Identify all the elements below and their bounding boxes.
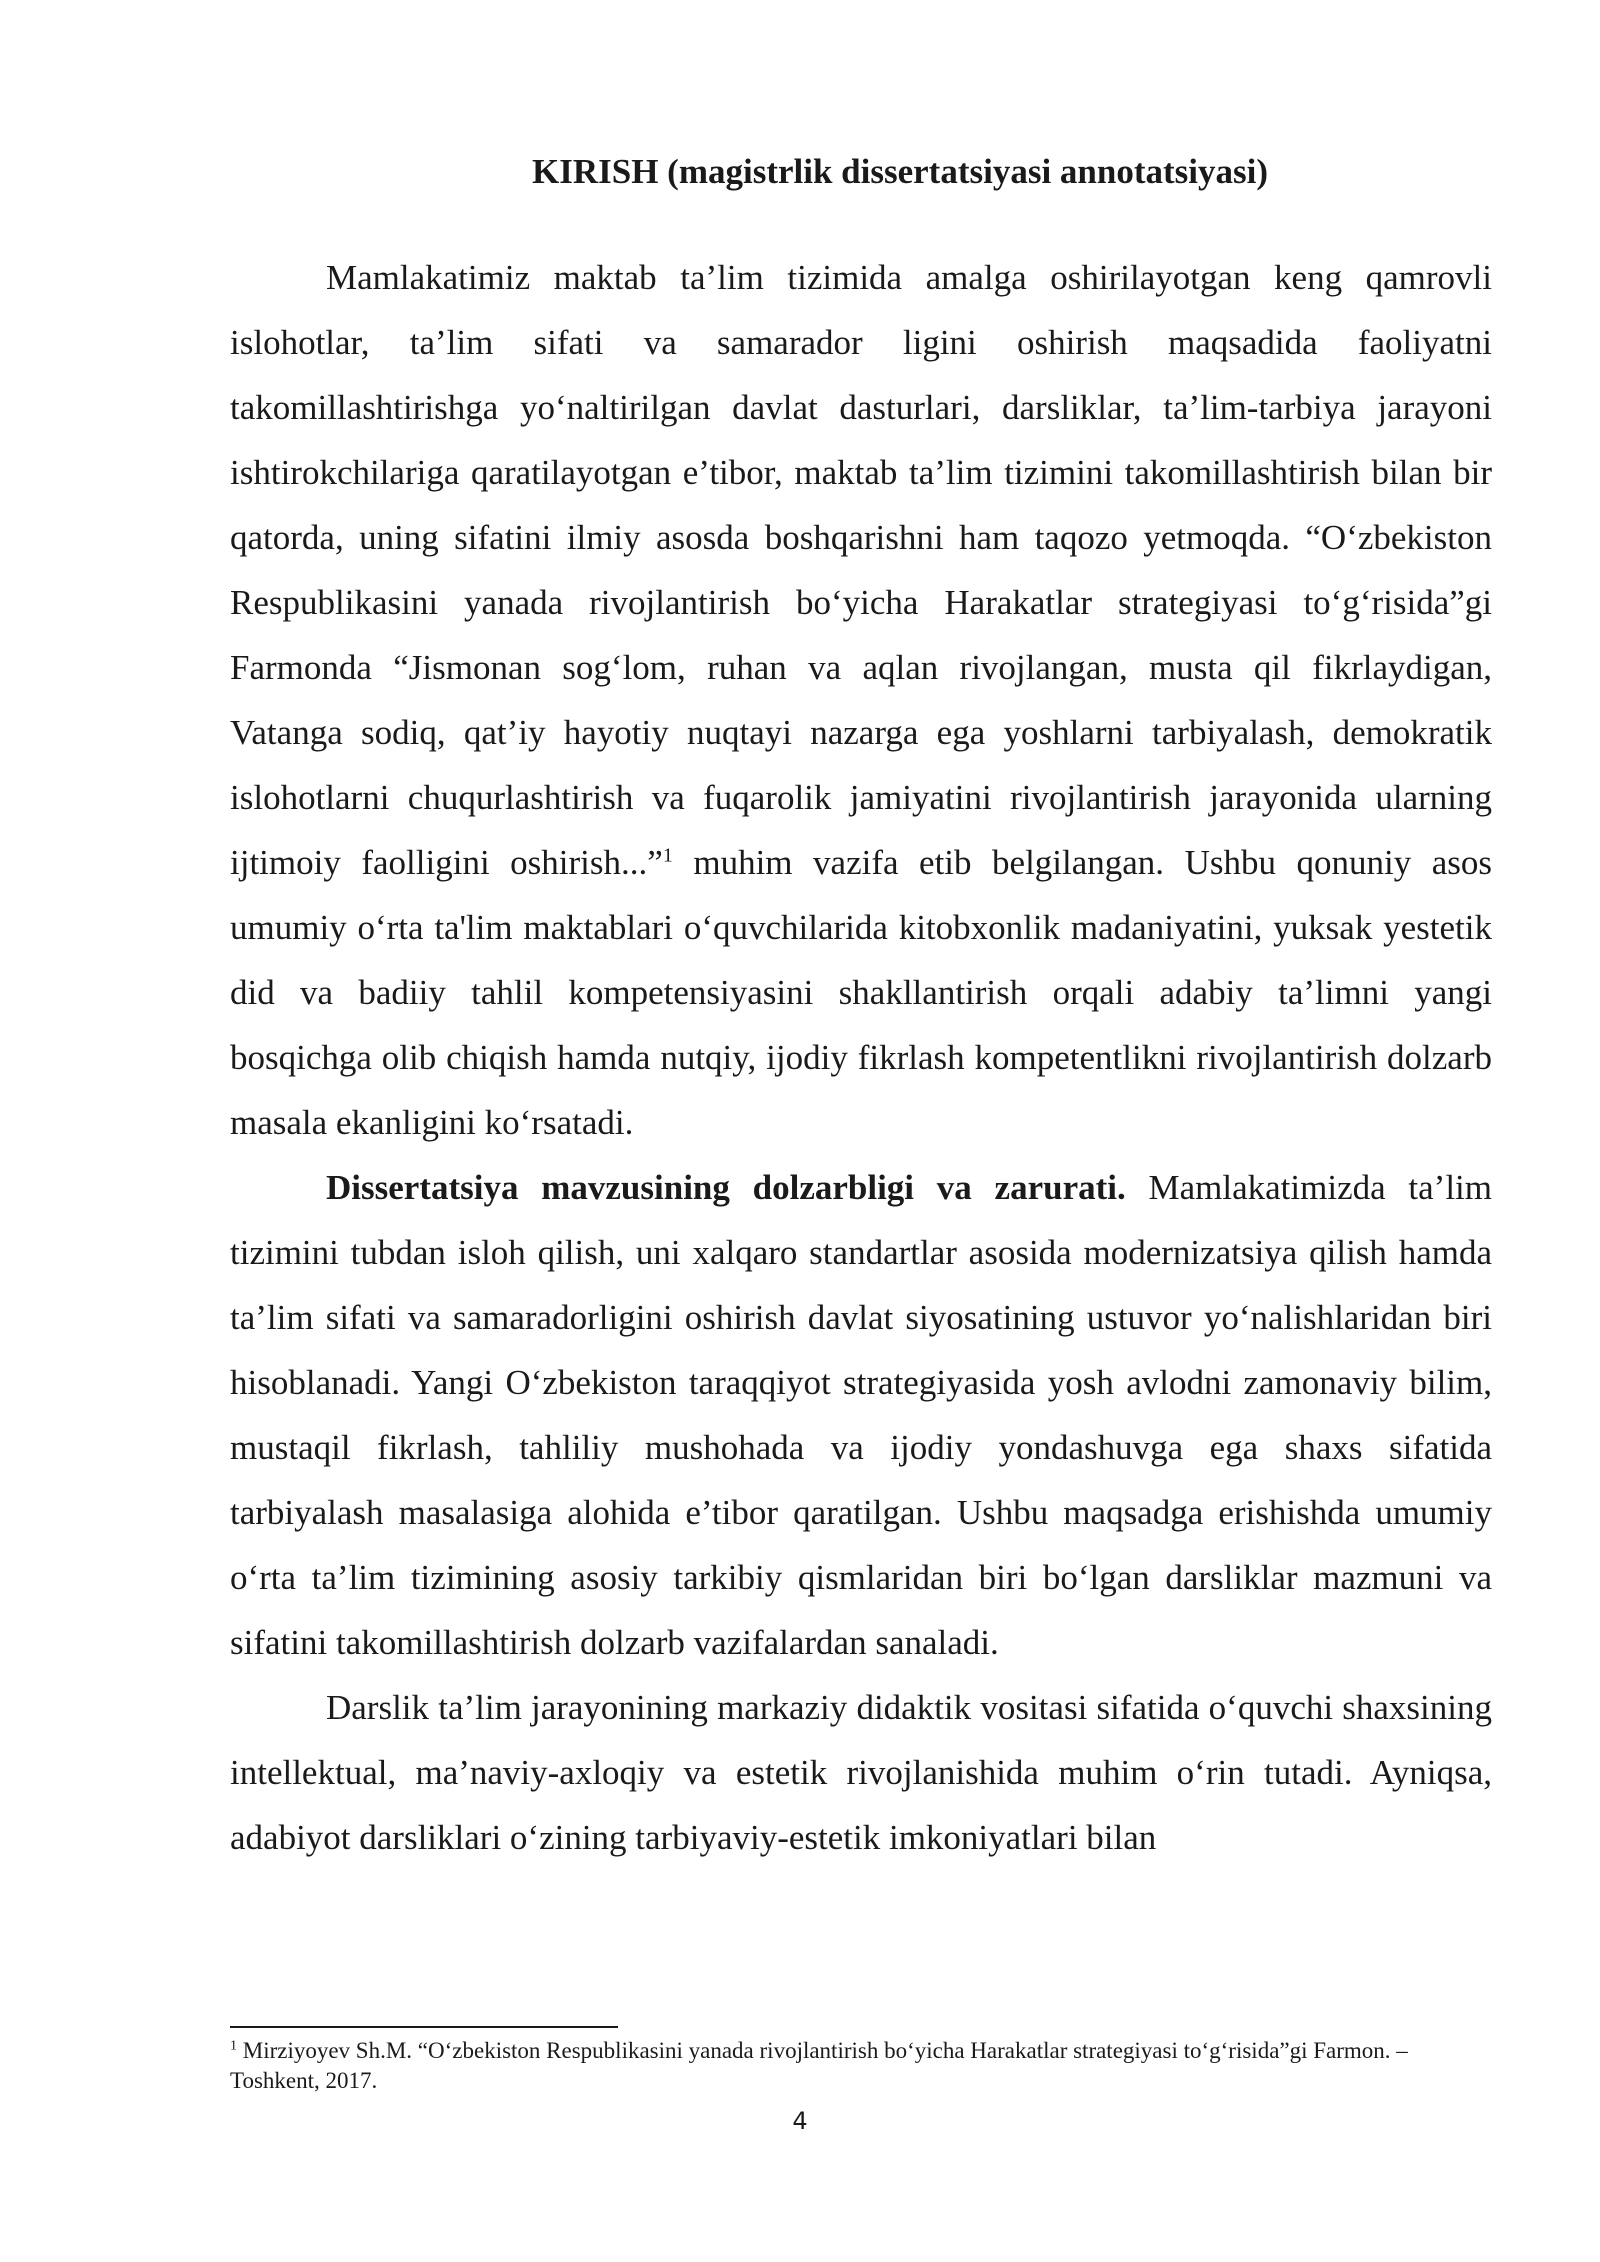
paragraph-intro-continuation: muhim vazifa etib belgilangan. Ushbu qonuniy asos umumiy o‘rta ta'lim maktablari o‘quvchilarida kitobxonlik madaniyatini, yuksak yestetik did va badiiy tahlil kompetensiyasini shakllantirish orqali adabiy ta’limni yangi bosqichga olib chiqish hamda nutqiy, ijodiy fikrlash kompetentlikni rivojlantirish dolzarb masala ekanligini ko‘rsatadi. bbox=[230, 843, 1492, 1142]
paragraph-intro bbox=[230, 245, 1492, 1155]
paragraph-relevance bbox=[230, 1155, 1492, 1675]
footnote-text: Mirziyoyev Sh.M. “O‘zbekiston Respublikasini yanada rivojlantirish bo‘yicha Harakatlar strategiyasi to‘g‘risida”gi Farmon. – Toshkent, 2017. bbox=[230, 2038, 1408, 2093]
paragraph-textbook bbox=[230, 1675, 1492, 1870]
paragraph-intro-text: Mamlakatimiz maktab ta’lim tizimida amalga oshirilayotgan keng qamrovli islohotlar, ta’lim sifati va samarador ligini oshirish maqsadida faoliyatni takomillashtirishga yo‘naltirilgan davlat dasturlari, darsliklar, ta’lim-tarbiya jarayoni ishtirokchilariga qaratilayotgan e’tibor, maktab ta’lim tizimini takomillashtirish bilan bir qatorda, uning sifatini ilmiy asosda boshqarishni ham taqozo yetmoqda. “O‘zbekiston Respublikasini yanada rivojlantirish bo‘yicha Harakatlar strategiyasi to‘g‘risida”gi Farmonda “Jismonan sog‘lom, ruhan va aqlan rivojlangan, musta qil fikrlaydigan, Vatanga sodiq, qat’iy hayotiy nuqtayi nazarga ega yoshlarni tarbiyalash, demokratik islohotlarni chuqurlashtirish va fuqarolik jamiyatini rivojlantirish jarayonida ularning ijtimoiy faolligini oshirish...” bbox=[230, 258, 1492, 882]
body-text bbox=[230, 245, 1492, 1870]
paragraph-textbook-text: Darslik ta’lim jarayonining markaziy didaktik vositasi sifatida o‘quvchi shaxsining intellektual, ma’naviy-axloqiy va estetik rivojlanishida muhim o‘rin tutadi. Ayniqsa, adabiyot darsliklari o‘zining tarbiyaviy-estetik imkoniyatlari bilan bbox=[230, 1688, 1492, 1857]
page-number: 4 bbox=[792, 2107, 808, 2135]
section-title: KIRISH (magistrlik dissertatsiyasi annotatsiyasi) bbox=[531, 152, 1269, 191]
paragraph-relevance-heading: Dissertatsiya mavzusining dolzarbligi va zarurati. bbox=[326, 1168, 1126, 1207]
footnote-number: 1 bbox=[230, 2038, 237, 2054]
footnote-reference: 1 bbox=[662, 844, 673, 867]
footnote-divider bbox=[230, 2026, 618, 2028]
paragraph-relevance-text: Mamlakatimizda ta’lim tizimini tubdan isloh qilish, uni xalqaro standartlar asosida modernizatsiya qilish hamda ta’lim sifati va samaradorligini oshirish davlat siyosatining ustuvor yo‘nalishlaridan biri hisoblanadi. Yangi O‘zbekiston taraqqiyot strategiyasida yosh avlodni zamonaviy bilim, mustaqil fikrlash, tahliliy mushohada va ijodiy yondashuvga ega shaxs sifatida tarbiyalash masalasiga alohida e’tibor qaratilgan. Ushbu maqsadga erishishda umumiy o‘rta ta’lim tizimining asosiy tarkibiy qismlaridan biri bo‘lgan darsliklar mazmuni va sifatini takomillashtirish dolzarb vazifalardan sanaladi. bbox=[230, 1168, 1492, 1662]
footnote bbox=[230, 2036, 1492, 2096]
